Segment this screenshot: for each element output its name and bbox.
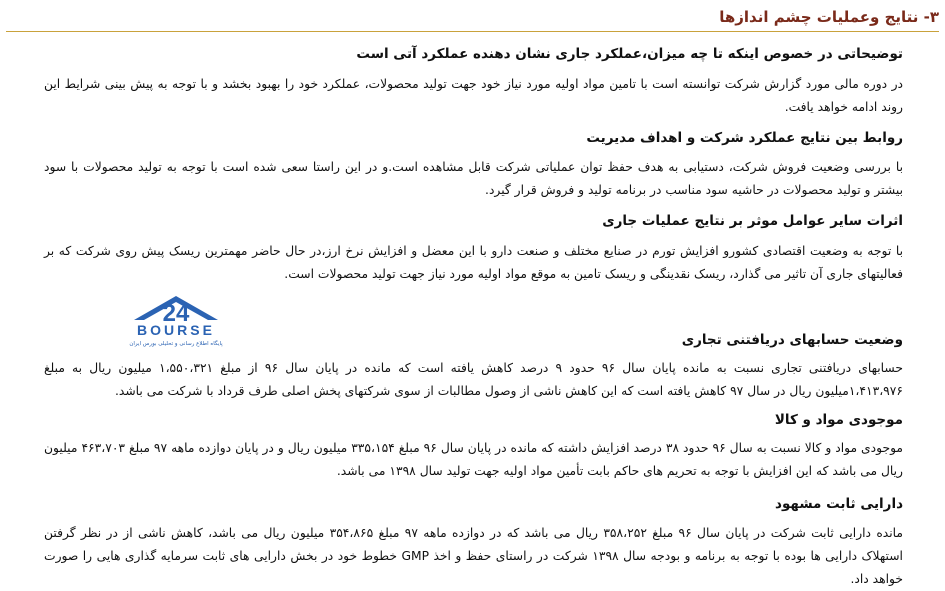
paragraph-inventory: موجودی مواد و کالا نسبت به سال ۹۶ حدود ۳۸ درصد افزایش داشته که مانده در پایان سال ۹۶ مبلغ ۳۳۵،۱۵۴ میلیون ریال و در پایان دوازده ماهه ۹۷ مبلغ ۴۶۳،۷۰۳ میلیون ریال می باشد که این افزایش با توجه به تحریم های حاکم بابت تأمین مواد اولیه جهت تولید سال ۱۳۹۸ می باشد. xyxy=(44,441,904,478)
paragraph-management-goals: با بررسی وضعیت فروش شرکت، دستیابی به هدف حفظ توان عملیاتی شرکت قابل مشاهده است.و در این راستا سعی شده است با توجه به تولید محصولات با سود بیشتر و تولید محصولات در حاشیه سود مناسب در برنامه تولید و فروش قرار گیرد. xyxy=(44,160,903,197)
heading-other-factors: اثرات سایر عوامل موثر بر نتایج عملیات جاری xyxy=(602,213,903,229)
title-divider xyxy=(6,31,939,32)
logo-numeral: 24 xyxy=(162,300,190,327)
heading-inventory: موجودی مواد و کالا xyxy=(774,412,903,428)
logo-wordmark: BOURSE xyxy=(137,322,215,338)
paragraph-future-performance: در دوره مالی مورد گزارش شرکت توانسته است با تامین مواد اولیه مورد نیاز خود جهت تولید محصولات، عملکرد خود را بهبود بخشد و با توجه به پیش بینی شرایط این روند ادامه خواهد یافت. xyxy=(44,77,903,114)
paragraph-receivables: حسابهای دریافتنی تجاری نسبت به مانده پایان سال ۹۶ حدود ۹ درصد کاهش یافته است که مانده در پایان سال ۹۶ از مبلغ ۱،۵۵۰،۳۲۱ میلیون ریال به مبلغ ۱،۴۱۳،۹۷۶میلیون ریال در سال ۹۷ کاهش یافته است که این کاهش ناشی از وصول مطالبات از سوی شرکتهای پخش اصلی طرف قرداد با شرکت می باشد. xyxy=(44,361,903,398)
heading-management-goals: روابط بین نتایج عملکرد شرکت و اهداف مدیریت xyxy=(586,130,903,146)
heading-future-performance: توضیحاتی در خصوص اینکه تا چه میزان،عملکرد جاری نشان دهنده عملکرد آتی است xyxy=(356,46,903,62)
heading-fixed-assets: دارایی ثابت مشهود xyxy=(775,496,903,512)
paragraph-fixed-assets: مانده دارایی ثابت شرکت در پایان سال ۹۶ مبلغ ۳۵۸،۲۵۲ ریال می باشد که در دوازده ماهه ۹۷ مبلغ ۳۵۴،۸۶۵ میلیون ریال می باشد، کاهش ناشی از در نظر گرفتن استهلاک دارایی ها بوده با توجه به برنامه و بودجه سال ۱۳۹۸ شرکت در راستای حفظ و اخذ GMP خطوط خود در بخش دارایی های ثابت سرمایه گذاری هایی را صورت خواهد داد. xyxy=(44,526,903,586)
section-title: ۳- نتایج وعملیات چشم اندازها xyxy=(719,8,939,26)
logo-tagline: پایگاه اطلاع رسانی و تحلیلی بورس ایران xyxy=(129,341,223,347)
paragraph-other-factors: با توجه به وضعیت اقتصادی کشورو افزایش تورم در صنایع مختلف و صنعت دارو با این معضل و افزایش نرخ ارز،در حال حاضر مهمترین ریسک پیش روی شرکت که بر فعالیتهای جاری آن تاثیر می گذارد، ریسک نقدینگی و ریسک تامین به موقع مواد اولیه مورد نیاز جهت تولید محصولات است. xyxy=(44,244,903,281)
heading-receivables: وضعیت حسابهای دریافتنی تجاری xyxy=(681,332,903,348)
